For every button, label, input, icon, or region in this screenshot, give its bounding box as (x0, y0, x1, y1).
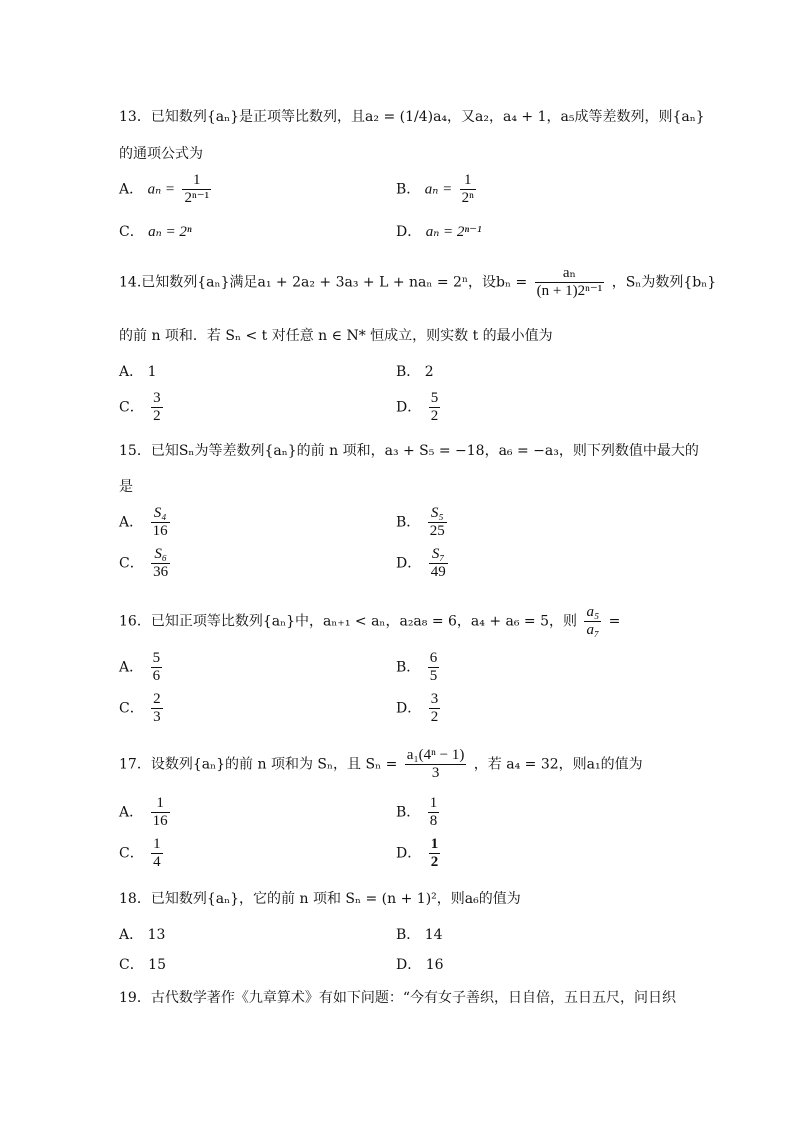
q16-option-c[interactable]: C． $\frac{2}{3}$ (119, 691, 161, 725)
question-14-line1: 14.已知数列{aₙ}满足a₁ + 2a₂ + 3a₃ + L + naₙ = 2ⁿ，设bₙ = $\frac{\text{aₙ}}{\text{(n + 1)2ⁿ⁻¹}}$ ，Sₙ为数列{bₙ} (119, 265, 717, 299)
q15-option-a[interactable]: A． $\frac{\text{S₄}}{16}$ (119, 505, 168, 539)
question-17-line1: 17．设数列{aₙ}的前 n 项和为 Sₙ，且 Sₙ = $\frac{\text{a₁(4ⁿ − 1)}}{3}$ ，若 a₄ = 32，则a₁的值为 (119, 747, 643, 781)
q18-option-a[interactable]: A． 13 (119, 927, 166, 943)
question-15-line1: 15．已知Sₙ为等差数列{aₙ}的前 n 项和，a₃ + S₅ = −18，a₆ = −a₃，则下列数值中最大的 (119, 443, 699, 459)
question-19-line1: 19．古代数学著作《九章算术》有如下问题：“今有女子善织，日自倍，五日五尺，问日织 (119, 990, 676, 1006)
q14-option-c[interactable]: C． $\frac{3}{2}$ (119, 390, 161, 424)
q14-bn-fraction: $\frac{\text{aₙ}}{\text{(n + 1)2ⁿ⁻¹}}$ (536, 265, 603, 299)
q14-option-d[interactable]: D． $\frac{5}{2}$ (396, 390, 439, 424)
q16-option-d[interactable]: D． $\frac{3}{2}$ (396, 691, 439, 725)
q16-option-a[interactable]: A． $\frac{5}{6}$ (119, 650, 161, 684)
q14-option-a[interactable]: A． 1 (119, 364, 157, 380)
q18-option-d[interactable]: D． 16 (396, 957, 444, 973)
q13-option-b-fraction: $\frac{1}{\text{2ⁿ}}$ (461, 172, 474, 206)
q16-option-b[interactable]: B． $\frac{6}{5}$ (396, 650, 438, 684)
question-15-line2: 是 (119, 479, 133, 495)
q18-option-b[interactable]: B． 14 (396, 927, 443, 943)
q17-option-b[interactable]: B． $\frac{1}{8}$ (396, 795, 438, 829)
question-13-line1: 13．已知数列{aₙ}是正项等比数列，且a₂ = (1/4)a₄，又a₂，a₄ + 1，a₅成等差数列，则{aₙ} (119, 109, 705, 125)
q16-ratio-fraction: $\frac{\text{a₅}}{\text{a₇}}$ (586, 604, 600, 638)
q13-option-d[interactable]: D． aₙ = 2ⁿ⁻¹ (396, 224, 482, 240)
q14-option-b[interactable]: B． 2 (396, 364, 434, 380)
q15-option-d[interactable]: D． $\frac{\text{S₇}}{49}$ (396, 546, 446, 580)
q15-option-b[interactable]: B． $\frac{\text{S₅}}{25}$ (396, 505, 445, 539)
q13-option-a[interactable]: A． aₙ = $\frac{1}{\text{2ⁿ⁻¹}}$ (119, 172, 210, 206)
q17-sn-fraction: $\frac{\text{a₁(4ⁿ − 1)}}{3}$ (406, 747, 465, 781)
q17-option-d[interactable]: D． $\frac{1}{2}$ (396, 836, 439, 870)
q18-option-c[interactable]: C． 15 (119, 957, 166, 973)
question-14-line2: 的前 n 项和．若 Sₙ < t 对任意 n ∈ N* 恒成立，则实数 t 的最小值为 (119, 328, 553, 344)
q13-option-c[interactable]: C． aₙ = 2ⁿ (119, 224, 192, 240)
q17-option-c[interactable]: C． $\frac{1}{4}$ (119, 836, 161, 870)
q13-option-b[interactable]: B． aₙ = $\frac{1}{\text{2ⁿ}}$ (396, 172, 474, 206)
q15-option-c[interactable]: C． $\frac{\text{S₆}}{36}$ (119, 546, 169, 580)
question-16-line1: 16．已知正项等比数列{aₙ}中，aₙ₊₁ < aₙ，a₂a₈ = 6，a₄ + a₆ = 5，则 $\frac{\text{a₅}}{\text{a₇}}$ = (119, 604, 621, 638)
q17-option-a[interactable]: A． $\frac{1}{16}$ (119, 795, 168, 829)
question-18-line1: 18．已知数列{aₙ}，它的前 n 项和 Sₙ = (n + 1)²，则a₆的值为 (119, 891, 521, 907)
q13-option-a-fraction: $\frac{1}{\text{2ⁿ⁻¹}}$ (184, 172, 210, 206)
question-13-line2: 的通项公式为 (119, 146, 203, 162)
